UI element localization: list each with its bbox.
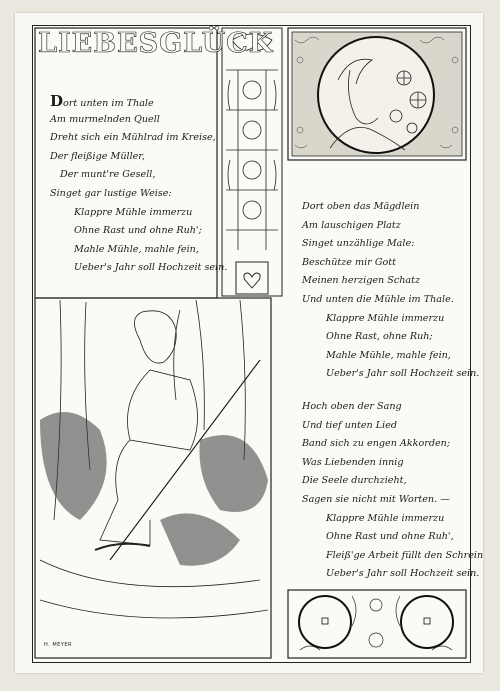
verse-line: Die Seele durchzieht, [302,475,407,487]
verse-line: Der munt're Gesell, [60,169,156,181]
verse-line: Und unten die Mühle im Thale. [302,293,454,305]
refrain-line: Ueber's Jahr soll Hochzeit sein. [326,568,480,580]
stanza-1-line-1: Dort unten im Thale [50,92,154,110]
refrain-line: Klappre Mühle immerzu [326,512,445,524]
refrain-line: Mahle Mühle, mahle fein, [74,243,199,255]
stanza-3 [302,398,483,584]
refrain-line: Mahle Mühle, mahle fein, [326,349,451,361]
verse-line: Sagen sie nicht mit Worten. — [302,493,450,505]
refrain-line: Klappre Mühle immerzu [326,312,445,324]
artist-signature: H. MEYER [44,642,73,648]
refrain-line: Ohne Rast, ohne Ruh; [326,331,433,343]
verse-line: Singet unzählige Male: [302,238,415,250]
refrain-line: Ohne Rast und ohne Ruh'; [74,225,202,237]
verse-line: Am lauschigen Platz [302,219,401,231]
verse-line: Der fleißige Müller, [50,150,145,162]
verse-line: Dort oben das Mägdlein [302,201,420,212]
refrain-line: Ueber's Jahr soll Hochzeit sein. [74,262,228,274]
verse-line: Hoch oben der Sang [302,401,402,412]
verse-line: Singet gar lustige Weise: [50,187,172,199]
verse-line: Beschütze mir Gott [302,256,396,268]
stanza-1 [50,92,227,278]
stanza-2 [302,198,479,384]
verse-line: Band sich zu engen Akkorden; [302,438,451,450]
poem-title: LIEBESGLÜCK [38,28,274,59]
refrain-line: Ohne Rast und ohne Ruh', [326,531,454,543]
verse-line: Und tief unten Lied [302,419,398,431]
verse-line: Was Liebenden innig [302,456,404,468]
drop-cap: D [50,92,64,110]
verse-line: Meinen herzigen Schatz [302,275,421,287]
verse-line: Dreht sich ein Mühlrad im Kreise, [50,132,216,144]
verse-line: Am murmelnden Quell [50,113,160,125]
refrain-line: Klappre Mühle immerzu [74,206,193,218]
refrain-line: Ueber's Jahr soll Hochzeit sein. [326,368,480,380]
refrain-line: Fleiß'ge Arbeit füllt den Schrein [326,549,484,561]
